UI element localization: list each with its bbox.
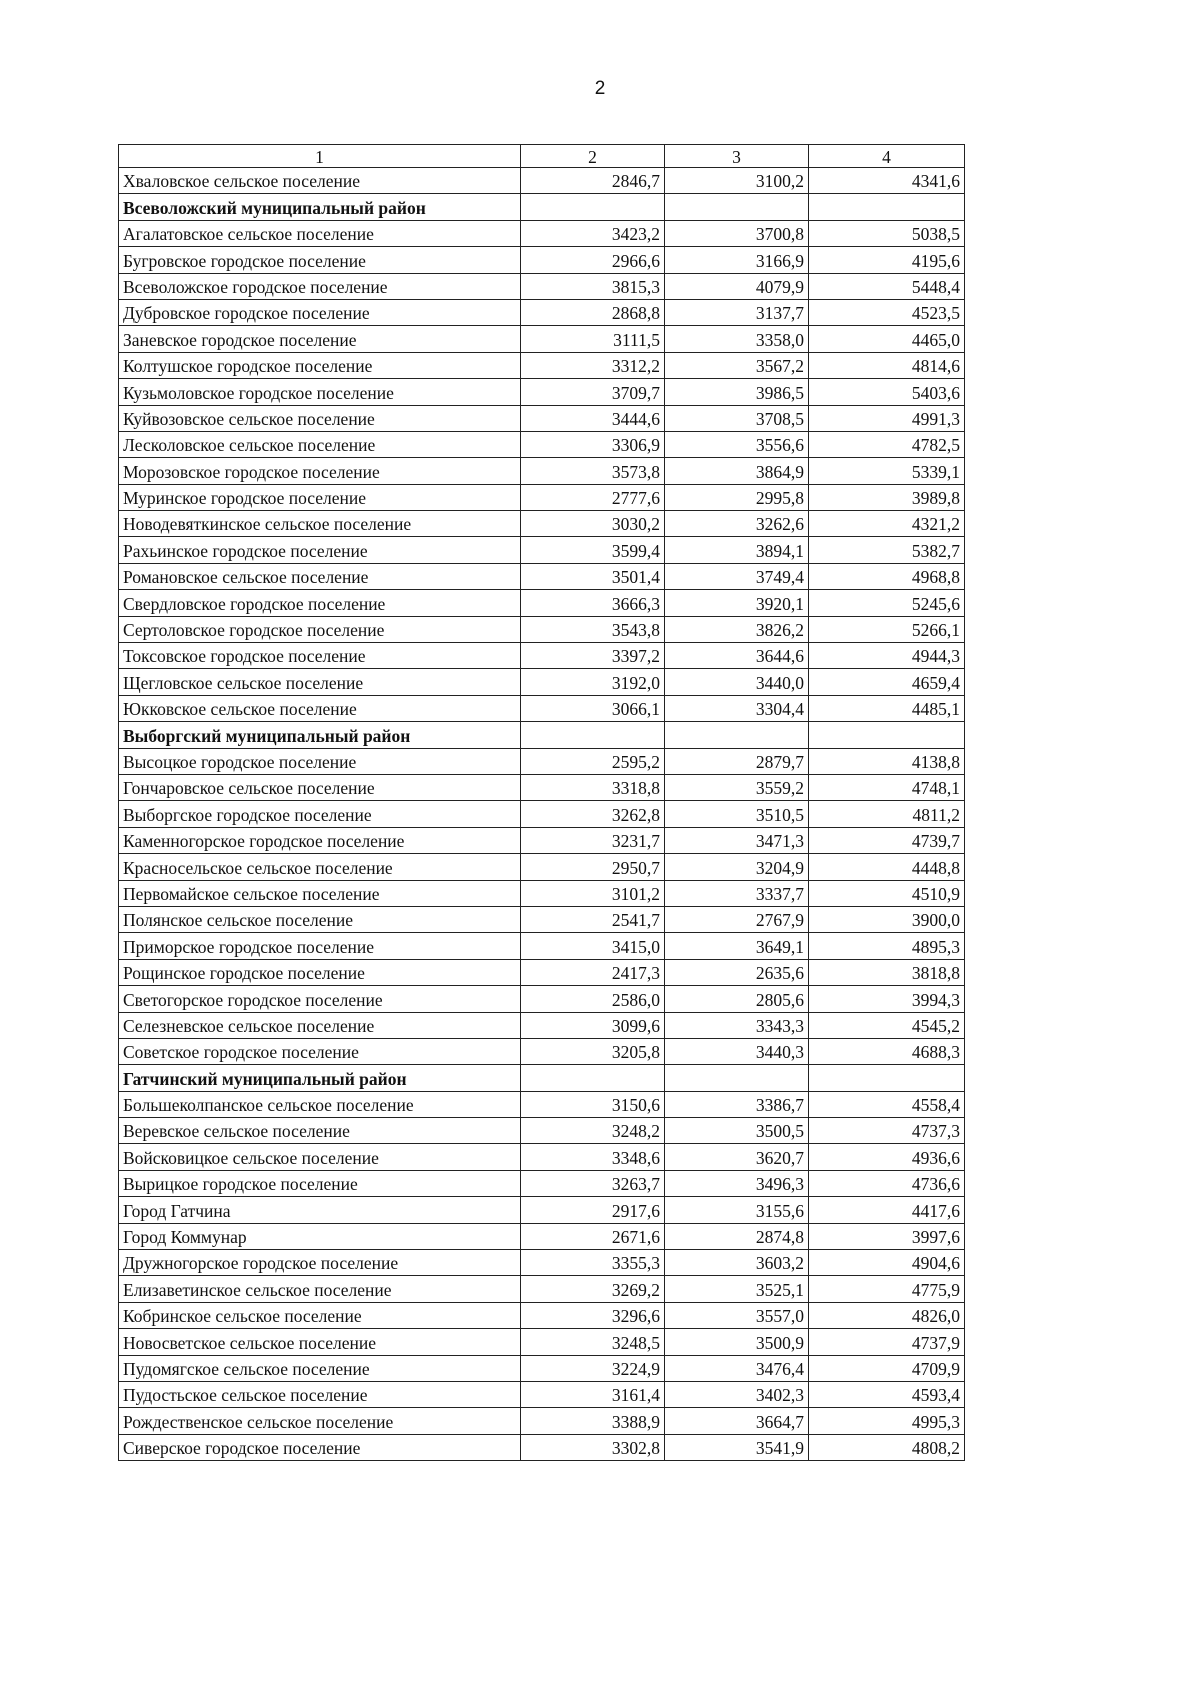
value-col4-cell: 3994,3 [809,986,965,1012]
value-col2-cell: 3318,8 [521,774,665,800]
table-row [119,1170,965,1196]
value-col3-cell: 3864,9 [665,458,809,484]
value-col3-cell: 2995,8 [665,484,809,510]
column-header: 3 [665,145,809,168]
value-col4-cell: 4739,7 [809,827,965,853]
value-col2-cell [521,1065,665,1091]
settlement-name-cell: Город Гатчина [119,1197,521,1223]
value-col4-cell: 4485,1 [809,695,965,721]
value-col3-cell: 3664,7 [665,1408,809,1434]
table-row [119,801,965,827]
table-row [119,299,965,325]
table-row [119,1038,965,1064]
value-col2-cell: 2868,8 [521,299,665,325]
settlement-name-cell: Советское городское поселение [119,1038,521,1064]
value-col3-cell: 3440,0 [665,669,809,695]
table-row [119,405,965,431]
value-col4-cell: 4321,2 [809,511,965,537]
value-col2-cell: 3397,2 [521,643,665,669]
settlement-name-cell: Лесколовское сельское поселение [119,431,521,457]
value-col3-cell: 3155,6 [665,1197,809,1223]
settlement-name-cell: Первомайское сельское поселение [119,880,521,906]
value-col2-cell: 3415,0 [521,933,665,959]
table-row [119,326,965,352]
settlement-name-cell: Морозовское городское поселение [119,458,521,484]
table-row [119,774,965,800]
table-row [119,590,965,616]
table-row [119,1197,965,1223]
settlement-name-cell: Новосветское сельское поселение [119,1329,521,1355]
value-col4-cell: 5245,6 [809,590,965,616]
column-header: 2 [521,145,665,168]
value-col4-cell: 5339,1 [809,458,965,484]
value-col2-cell: 3573,8 [521,458,665,484]
value-col3-cell: 3644,6 [665,643,809,669]
table-row [119,1434,965,1460]
settlement-name-cell: Селезневское сельское поселение [119,1012,521,1038]
settlement-name-cell: Новодевяткинское сельское поселение [119,511,521,537]
value-col3-cell: 3749,4 [665,563,809,589]
value-col3-cell: 3708,5 [665,405,809,431]
value-col3-cell: 3559,2 [665,774,809,800]
value-col2-cell: 3111,5 [521,326,665,352]
settlement-name-cell: Сертоловское городское поселение [119,616,521,642]
value-col3-cell: 3894,1 [665,537,809,563]
value-col3-cell: 3100,2 [665,168,809,194]
value-col2-cell: 3348,6 [521,1144,665,1170]
table-body [119,168,965,1461]
value-col2-cell: 3150,6 [521,1091,665,1117]
value-col2-cell: 3161,4 [521,1381,665,1407]
settlement-name-cell: Романовское сельское поселение [119,563,521,589]
settlement-name-cell: Приморское городское поселение [119,933,521,959]
settlement-name-cell: Полянское сельское поселение [119,906,521,932]
settlement-name-cell: Юкковское сельское поселение [119,695,521,721]
value-col3-cell: 3500,9 [665,1329,809,1355]
value-col3-cell: 2874,8 [665,1223,809,1249]
value-col2-cell: 2595,2 [521,748,665,774]
value-col4-cell: 4593,4 [809,1381,965,1407]
district-name-cell: Всеволожский муниципальный район [119,194,521,220]
settlement-name-cell: Заневское городское поселение [119,326,521,352]
value-col2-cell: 2671,6 [521,1223,665,1249]
table-row [119,1250,965,1276]
value-col4-cell [809,194,965,220]
value-col3-cell: 3557,0 [665,1302,809,1328]
settlement-name-cell: Вырицкое городское поселение [119,1170,521,1196]
value-col3-cell: 3620,7 [665,1144,809,1170]
value-col4-cell: 5448,4 [809,273,965,299]
table-row [119,484,965,510]
table-row [119,458,965,484]
value-col3-cell [665,1065,809,1091]
settlement-name-cell: Рощинское городское поселение [119,959,521,985]
table-row [119,563,965,589]
district-name-cell: Гатчинский муниципальный район [119,1065,521,1091]
table-row [119,1091,965,1117]
value-col3-cell: 2635,6 [665,959,809,985]
value-col3-cell: 3166,9 [665,247,809,273]
value-col4-cell: 4811,2 [809,801,965,827]
table-row [119,1302,965,1328]
value-col4-cell: 4341,6 [809,168,965,194]
settlement-name-cell: Хваловское сельское поселение [119,168,521,194]
table-row [119,854,965,880]
value-col2-cell: 3302,8 [521,1434,665,1460]
value-col2-cell: 3066,1 [521,695,665,721]
column-header: 4 [809,145,965,168]
value-col4-cell: 4782,5 [809,431,965,457]
value-col2-cell: 3312,2 [521,352,665,378]
settlement-name-cell: Агалатовское сельское поселение [119,220,521,246]
value-col2-cell: 3709,7 [521,379,665,405]
settlement-name-cell: Большеколпанское сельское поселение [119,1091,521,1117]
table-row [119,906,965,932]
table-row [119,616,965,642]
table-row [119,431,965,457]
value-col3-cell: 3496,3 [665,1170,809,1196]
value-col4-cell: 4748,1 [809,774,965,800]
settlement-name-cell: Кузьмоловское городское поселение [119,379,521,405]
table-row [119,669,965,695]
value-col2-cell: 2586,0 [521,986,665,1012]
value-col4-cell: 4138,8 [809,748,965,774]
value-col2-cell: 2417,3 [521,959,665,985]
value-col2-cell: 2950,7 [521,854,665,880]
value-col2-cell: 3444,6 [521,405,665,431]
table-row [119,1223,965,1249]
value-col3-cell: 3700,8 [665,220,809,246]
table-row [119,1329,965,1355]
settlement-name-cell: Рождественское сельское поселение [119,1408,521,1434]
settlement-name-cell: Елизаветинское сельское поселение [119,1276,521,1302]
value-col4-cell: 4895,3 [809,933,965,959]
value-col4-cell [809,722,965,748]
table-row [119,748,965,774]
value-col4-cell: 5266,1 [809,616,965,642]
value-col2-cell: 3423,2 [521,220,665,246]
value-col3-cell: 3386,7 [665,1091,809,1117]
settlement-name-cell: Колтушское городское поселение [119,352,521,378]
table-row [119,959,965,985]
settlement-name-cell: Кобринское сельское поселение [119,1302,521,1328]
value-col3-cell: 2805,6 [665,986,809,1012]
table-row [119,1408,965,1434]
value-col2-cell: 3248,2 [521,1118,665,1144]
value-col4-cell: 4814,6 [809,352,965,378]
value-col2-cell: 3269,2 [521,1276,665,1302]
value-col2-cell: 3815,3 [521,273,665,299]
settlement-name-cell: Пудостьское сельское поселение [119,1381,521,1407]
value-col3-cell: 3343,3 [665,1012,809,1038]
value-col3-cell: 3500,5 [665,1118,809,1144]
settlement-name-cell: Каменногорское городское поселение [119,827,521,853]
value-col2-cell [521,722,665,748]
value-col3-cell: 3556,6 [665,431,809,457]
table-row [119,1144,965,1170]
value-col2-cell [521,194,665,220]
value-col4-cell: 4991,3 [809,405,965,431]
value-col4-cell: 4510,9 [809,880,965,906]
settlement-name-cell: Красносельское сельское поселение [119,854,521,880]
value-col2-cell: 3231,7 [521,827,665,853]
value-col2-cell: 3205,8 [521,1038,665,1064]
value-col3-cell: 3567,2 [665,352,809,378]
value-col4-cell: 4944,3 [809,643,965,669]
value-col4-cell: 4465,0 [809,326,965,352]
table-row [119,511,965,537]
value-col2-cell: 2541,7 [521,906,665,932]
value-col4-cell: 4808,2 [809,1434,965,1460]
value-col4-cell: 4737,9 [809,1329,965,1355]
table-row [119,643,965,669]
value-col2-cell: 3296,6 [521,1302,665,1328]
value-col2-cell: 3101,2 [521,880,665,906]
value-col2-cell: 3355,3 [521,1250,665,1276]
table-row [119,986,965,1012]
value-col3-cell: 3986,5 [665,379,809,405]
table-header-row [119,145,965,168]
value-col4-cell: 4736,6 [809,1170,965,1196]
value-col2-cell: 3262,8 [521,801,665,827]
value-col4-cell: 4545,2 [809,1012,965,1038]
settlement-name-cell: Куйвозовское сельское поселение [119,405,521,431]
district-row [119,194,965,220]
value-col4-cell: 3818,8 [809,959,965,985]
value-col3-cell: 3920,1 [665,590,809,616]
value-col4-cell: 4523,5 [809,299,965,325]
value-col4-cell: 3997,6 [809,1223,965,1249]
table-row [119,880,965,906]
value-col4-cell: 4904,6 [809,1250,965,1276]
value-col4-cell: 4737,3 [809,1118,965,1144]
table-row [119,1381,965,1407]
table-row [119,1012,965,1038]
value-col2-cell: 3248,5 [521,1329,665,1355]
value-col4-cell: 4195,6 [809,247,965,273]
value-col4-cell: 5038,5 [809,220,965,246]
settlement-name-cell: Войсковицкое сельское поселение [119,1144,521,1170]
value-col4-cell: 5382,7 [809,537,965,563]
settlement-name-cell: Город Коммунар [119,1223,521,1249]
page-number: 2 [594,78,606,99]
data-table [118,144,965,1461]
value-col3-cell: 2879,7 [665,748,809,774]
value-col3-cell: 2767,9 [665,906,809,932]
value-col2-cell: 3224,9 [521,1355,665,1381]
value-col4-cell: 4936,6 [809,1144,965,1170]
value-col4-cell: 4775,9 [809,1276,965,1302]
value-col3-cell: 3440,3 [665,1038,809,1064]
value-col3-cell: 3603,2 [665,1250,809,1276]
value-col4-cell: 3900,0 [809,906,965,932]
settlement-name-cell: Рахьинское городское поселение [119,537,521,563]
table-row [119,273,965,299]
value-col2-cell: 3306,9 [521,431,665,457]
settlement-name-cell: Бугровское городское поселение [119,247,521,273]
settlement-name-cell: Высоцкое городское поселение [119,748,521,774]
column-header: 1 [119,145,521,168]
value-col2-cell: 2777,6 [521,484,665,510]
settlement-name-cell: Дружногорское городское поселение [119,1250,521,1276]
table-row [119,247,965,273]
value-col3-cell: 3137,7 [665,299,809,325]
value-col4-cell: 4659,4 [809,669,965,695]
value-col4-cell: 5403,6 [809,379,965,405]
value-col3-cell: 3525,1 [665,1276,809,1302]
settlement-name-cell: Токсовское городское поселение [119,643,521,669]
value-col3-cell: 3402,3 [665,1381,809,1407]
value-col4-cell: 4417,6 [809,1197,965,1223]
value-col2-cell: 3599,4 [521,537,665,563]
settlement-name-cell: Веревское сельское поселение [119,1118,521,1144]
district-row [119,722,965,748]
value-col3-cell [665,722,809,748]
table-row [119,168,965,194]
value-col3-cell: 3476,4 [665,1355,809,1381]
value-col2-cell: 3543,8 [521,616,665,642]
value-col2-cell: 3030,2 [521,511,665,537]
settlement-name-cell: Выборгское городское поселение [119,801,521,827]
table-row [119,1118,965,1144]
value-col4-cell: 4826,0 [809,1302,965,1328]
value-col2-cell: 3501,4 [521,563,665,589]
value-col2-cell: 3192,0 [521,669,665,695]
value-col2-cell: 2966,6 [521,247,665,273]
settlement-name-cell: Светогорское городское поселение [119,986,521,1012]
table-row [119,933,965,959]
value-col4-cell: 4448,8 [809,854,965,880]
settlement-name-cell: Свердловское городское поселение [119,590,521,616]
value-col2-cell: 3388,9 [521,1408,665,1434]
district-row [119,1065,965,1091]
value-col3-cell: 3358,0 [665,326,809,352]
table-row [119,352,965,378]
value-col4-cell: 4968,8 [809,563,965,589]
district-name-cell: Выборгский муниципальный район [119,722,521,748]
value-col3-cell: 3541,9 [665,1434,809,1460]
settlement-name-cell: Сиверское городское поселение [119,1434,521,1460]
value-col4-cell: 4995,3 [809,1408,965,1434]
value-col3-cell: 3304,4 [665,695,809,721]
value-col2-cell: 3666,3 [521,590,665,616]
value-col3-cell: 3337,7 [665,880,809,906]
value-col3-cell: 3471,3 [665,827,809,853]
value-col2-cell: 3099,6 [521,1012,665,1038]
table-row [119,827,965,853]
settlement-name-cell: Всеволожское городское поселение [119,273,521,299]
table-row [119,379,965,405]
value-col3-cell: 3826,2 [665,616,809,642]
settlement-name-cell: Муринское городское поселение [119,484,521,510]
settlement-name-cell: Дубровское городское поселение [119,299,521,325]
table-row [119,537,965,563]
settlement-name-cell: Гончаровское сельское поселение [119,774,521,800]
value-col3-cell: 4079,9 [665,273,809,299]
value-col3-cell: 3204,9 [665,854,809,880]
value-col3-cell [665,194,809,220]
settlement-name-cell: Щегловское сельское поселение [119,669,521,695]
table-row [119,1355,965,1381]
settlement-name-cell: Пудомягское сельское поселение [119,1355,521,1381]
value-col3-cell: 3649,1 [665,933,809,959]
table-row [119,220,965,246]
value-col3-cell: 3510,5 [665,801,809,827]
value-col4-cell: 4709,9 [809,1355,965,1381]
table-row [119,695,965,721]
table-row [119,1276,965,1302]
value-col4-cell [809,1065,965,1091]
value-col2-cell: 2917,6 [521,1197,665,1223]
value-col4-cell: 4688,3 [809,1038,965,1064]
value-col2-cell: 2846,7 [521,168,665,194]
value-col4-cell: 3989,8 [809,484,965,510]
value-col3-cell: 3262,6 [665,511,809,537]
value-col4-cell: 4558,4 [809,1091,965,1117]
value-col2-cell: 3263,7 [521,1170,665,1196]
